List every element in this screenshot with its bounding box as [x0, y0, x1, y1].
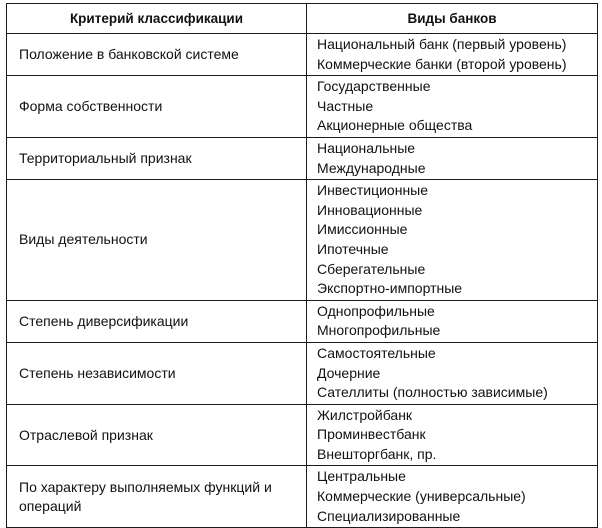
table-row [7, 76, 598, 138]
criterion-cell: Форма собственности [7, 76, 307, 138]
bank-types-cell [307, 300, 598, 342]
bank-types-cell [307, 137, 598, 179]
bank-types-cell [307, 76, 598, 138]
bank-type-item: Национальный банк (первый уровень) [317, 36, 567, 52]
bank-type-item: Самостоятельные [317, 344, 436, 361]
criterion-cell: Отраслевой признак [7, 404, 307, 466]
bank-type-item: Акционерные общества [317, 117, 473, 134]
criterion-cell: По характеру выполняемых функций и операций [7, 466, 307, 528]
bank-classification-table [6, 3, 598, 528]
bank-type-item: Государственные [317, 78, 431, 95]
table-row [7, 466, 598, 528]
criterion-cell: Виды деятельности [7, 180, 307, 301]
bank-types-cell [307, 342, 598, 404]
bank-type-item: Жилстройбанк [317, 406, 413, 423]
bank-types-cell [307, 180, 598, 301]
bank-type-item: Многопрофильные [317, 322, 441, 339]
table-body [7, 34, 598, 528]
bank-types-cell [307, 34, 598, 76]
bank-type-item: Ипотечные [317, 240, 389, 257]
bank-type-item: Однопрофильные [317, 302, 435, 319]
table-row [7, 300, 598, 342]
table-row [7, 34, 598, 76]
criterion-cell: Положение в банковской системе [7, 34, 307, 76]
bank-types-cell [307, 466, 598, 528]
bank-type-item: Экспортно-импортные [317, 280, 463, 297]
bank-type-item: Сберегательные [317, 260, 426, 277]
bank-type-item: Международные [317, 159, 426, 176]
criterion-cell: Степень диверсификации [7, 300, 307, 342]
table-header-row [7, 4, 598, 34]
bank-type-item: Инвестиционные [317, 182, 429, 199]
bank-type-item: Коммерческие (универсальные) [317, 488, 526, 505]
bank-type-item: Инновационные [317, 201, 423, 218]
table-row [7, 180, 598, 301]
header-criterion: Критерий классификации [7, 4, 307, 34]
table-row [7, 137, 598, 179]
bank-type-item: Специализированные [317, 507, 461, 524]
bank-type-item: Дочерние [317, 364, 381, 381]
bank-type-item: Национальные [317, 139, 416, 156]
bank-type-item: Внешторгбанк, пр. [317, 445, 437, 462]
bank-types-cell [307, 404, 598, 466]
bank-type-item: Сателлиты (полностью зависимые) [317, 384, 548, 401]
table-row [7, 342, 598, 404]
table-row [7, 404, 598, 466]
header-bank-types: Виды банков [307, 4, 598, 34]
bank-type-item: Частные [317, 97, 374, 114]
bank-type-item: Коммерческие банки (второй уровень) [317, 55, 567, 72]
bank-type-item: Проминвестбанк [317, 426, 426, 443]
criterion-cell: Территориальный признак [7, 137, 307, 179]
bank-type-item: Центральные [317, 468, 406, 485]
criterion-cell: Степень независимости [7, 342, 307, 404]
bank-type-item: Имиссионные [317, 221, 408, 238]
